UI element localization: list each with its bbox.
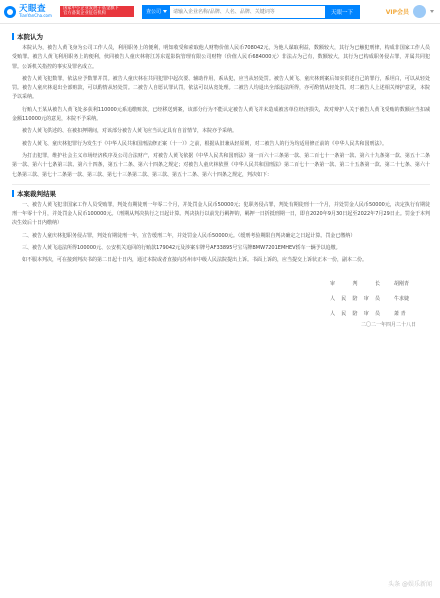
promo-banner[interactable] bbox=[60, 6, 134, 18]
opinion-paragraph: 行贿人王某从被告人黄飞处多获利110000元系追缴赃款，已经移送到案，该部分行为不能认定被告人黄飞并未造成被害单位经济损失，故对辩护人关于被告人黄飞受贿的数额应当扣减金额110000元的意见，本院不予采纳。 bbox=[12, 106, 430, 123]
signature-name: 胡刚青 bbox=[394, 280, 410, 287]
section-title-verdict: 本案裁判结果 bbox=[12, 189, 430, 198]
section-marker bbox=[12, 190, 14, 197]
signature-row bbox=[330, 280, 416, 287]
verdict-paragraph: 三、被告人黄飞违法所得100000元、公安机关追回的行贿款179042元及涉案车牌号AF33895号宝马牌BMW7201EMHEV轿车一辆予以追缴。 bbox=[22, 245, 341, 252]
logo-subtitle: TianYanCha.com bbox=[19, 13, 52, 19]
search-bar bbox=[142, 5, 360, 19]
divider bbox=[12, 184, 430, 185]
opinion-paragraph: 被告人黄飞犯数罪，依法应予数罪并罚。被告人童庆林在共同犯罪中起次要、辅助作用，系从犯，应当从轻处罚。被告人黄飞、童庆林到案后如实供述自己的罪行，系坦白，可以从轻处罚。被告人童庆林退出全部赃款，可以酌情从轻处罚。二被告人自愿认罪认罚，依法可以从宽处理。二被告人均退出全部违法所得，亦可酌情从轻处罚。对二被告人上述相关辩护意见，本院予以采纳。 bbox=[12, 75, 430, 101]
verdict-paragraph: 二、被告人童庆林犯职务侵占罪，判处有期徒刑一年，宣告缓刑二年，并处罚金人民币50000元。（缓刑考验期限自判决确定之日起计算。罚金已缴纳） bbox=[22, 232, 356, 239]
site-logo[interactable] bbox=[4, 5, 56, 19]
signature-role: 审 判 长 bbox=[330, 280, 380, 287]
avatar[interactable] bbox=[413, 5, 426, 18]
chevron-down-icon[interactable] bbox=[430, 10, 434, 13]
promo-line1: 国家中小企业发展子基金旗下 bbox=[63, 5, 119, 11]
search-category-select[interactable] bbox=[143, 6, 170, 18]
opinion-paragraph: 本院认为，被告人黄飞身为公司工作人员，利用职务上的便利，明知收受和索取他人财物价值人民币708042元，为他人谋取利益，数额较大，其行为已触犯刑律，构成非国家工作人员受贿罪。被告人黄飞利用职务上的便利，伙同被告人童庆林将江苏东霆影院管理有限公司财物（价值人民币684000元）非法占为己有，数额较大，其行为已构成职务侵占罪，并属共同犯罪。公诉机关指控的事实及罪名成立。 bbox=[12, 45, 430, 70]
signature-name: 牛求婕 bbox=[394, 295, 410, 302]
signature-name: 萧 青 bbox=[394, 310, 406, 317]
signature-block bbox=[12, 280, 430, 328]
top-bar bbox=[0, 0, 440, 24]
signature-row bbox=[330, 310, 416, 317]
search-input[interactable] bbox=[170, 6, 325, 18]
logo-name: 天眼查 bbox=[19, 3, 47, 14]
section-title-opinion: 本院认为 bbox=[12, 32, 430, 41]
search-category-label: 查公司 bbox=[146, 9, 162, 15]
search-button[interactable]: 天眼一下 bbox=[325, 6, 359, 18]
verdict-paragraph: 如不服本判决，可在接到判决书的第二日起十日内，通过本院或者直接向苏州市中级人民法院提出上诉。书面上诉的，应当提交上诉状正本一份，副本二份。 bbox=[22, 257, 368, 264]
user-area bbox=[386, 5, 434, 18]
signature-role: 人民陪审员 bbox=[330, 295, 380, 302]
watermark: 头条 @娱乐新闻 bbox=[388, 581, 432, 588]
section-marker bbox=[12, 33, 14, 40]
judgment-date: 二〇二一年四月二十八日 bbox=[360, 321, 416, 328]
vip-link[interactable]: VIP会员 bbox=[385, 9, 409, 16]
promo-line2: 官方备案企业征信机构 bbox=[63, 10, 106, 16]
opinion-paragraph: 被告人黄飞、童庆林犯罪行为发生于《中华人民共和国刑法修正案（十一）》之前，根据从旧兼从轻原则，对二被告人的行为均适用修正前的《中华人民共和国刑法》。 bbox=[22, 140, 388, 147]
logo-eye-icon bbox=[4, 6, 16, 18]
verdict-paragraph: 一、被告人黄飞犯非国家工作人员受贿罪，判处有期徒刑一年零二个月，并处罚金人民币50000元；犯职务侵占罪，判处有期徒刑十一个月，并处罚金人民币50000元，决定执行有期徒刑一年零十个月，并处罚金人民币100000元。（刑期从判决执行之日起计算。判决执行以前先行羁押的，羁押一日折抵刑期一日，即自2020年9月30日起至2022年7月29日止。罚金于本判决生效后十日内缴纳） bbox=[12, 201, 430, 227]
opinion-paragraph: 被告人黄飞供述的、在被扣押期间，对该部分被告人黄飞应当认定具有自首情节，本院亦予采纳。 bbox=[22, 128, 238, 135]
judgment-content bbox=[0, 24, 440, 328]
signature-role: 人民陪审员 bbox=[330, 310, 380, 317]
opinion-paragraph: 为打击犯罪，维护社会主义市场经济秩序及公司合法财产，对被告人黄飞依据《中华人民共和国刑法》第一百六十三条第一款、第二百七十一条第一款、第六十九条第一款、第五十二条第一款、第六十七条第三款、第六十四条，第五十二条、第六十四条之规定；对被告人童庆林依照《中华人民共和国刑法》第二百七十一条第一款、第二十五条第一款、第二十七条、第六十七条第三款、第七十二条第一款、第三款、第七十三条第二款、第三款、第五十二条、第六十四条之规定，判决如下： bbox=[12, 152, 430, 178]
signature-row bbox=[330, 295, 416, 302]
chevron-down-icon bbox=[163, 10, 167, 13]
